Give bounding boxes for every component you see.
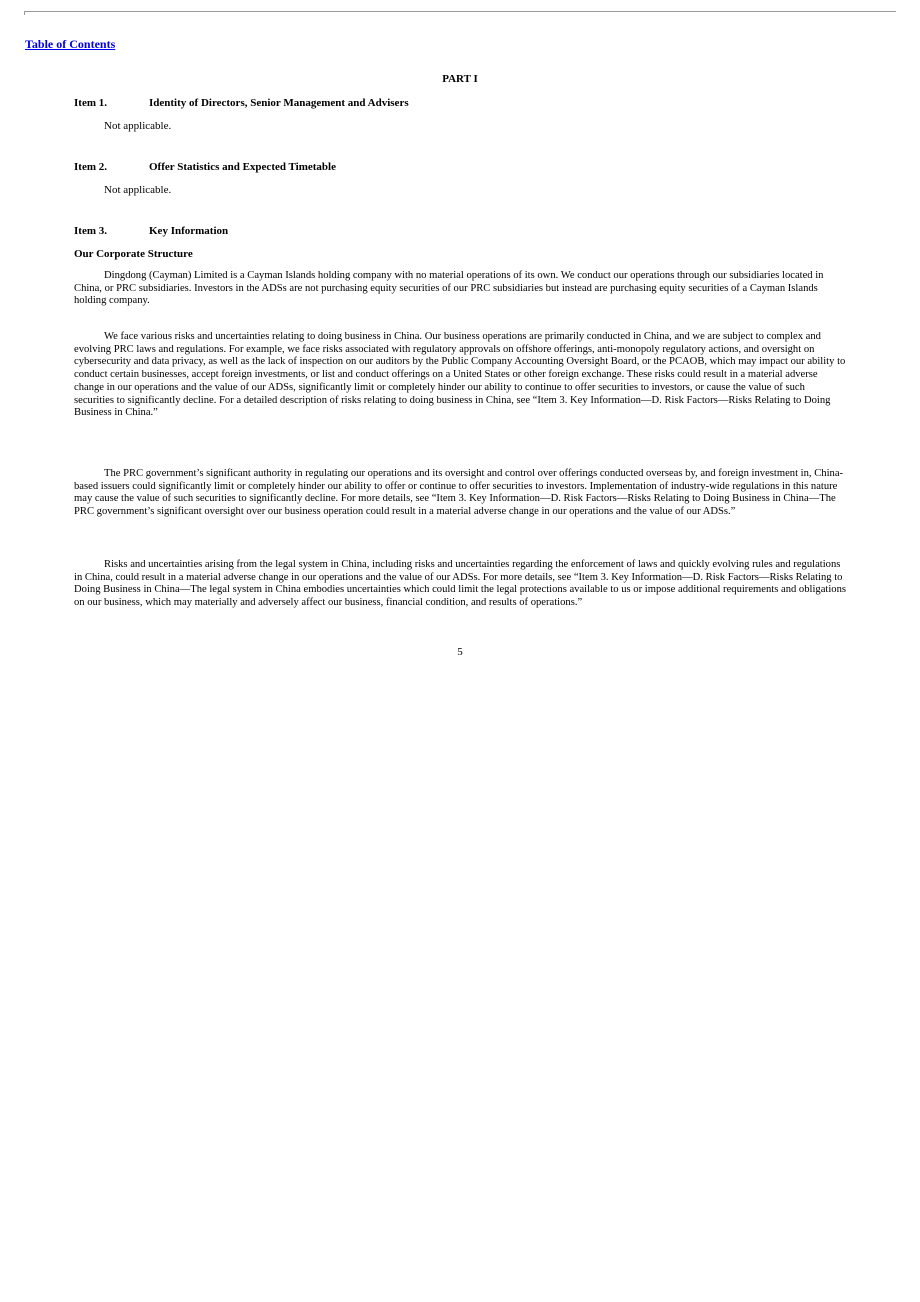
- section-heading: Our Corporate Structure: [74, 248, 193, 260]
- item-2-heading: [74, 161, 336, 174]
- item-2-title: Offer Statistics and Expected Timetable: [149, 161, 336, 173]
- top-divider-tick: [24, 11, 25, 15]
- paragraph-prc-authority: The PRC government’s significant authority in regulating our operations and its oversight and control over offerings conducted overseas by, and foreign investment in, China-based issuers could significantly limit or completely hinder our ability to offer or continue to offer securities to investors. Implementation of industry-wide regulations in this nature may cause the value of such securities to significantly decline. For more details, see “Item 3. Key Information—D. Risk Factors—Risks Relating to Doing Business in China—The PRC government’s significant oversight over our business operation could result in a material adverse change in our operations and the value of our ADSs.”: [74, 468, 844, 518]
- paragraph-china-risks: We face various risks and uncertainties relating to doing business in China. Our business operations are primarily conducted in China, and we are subject to complex and evolving PRC laws and regulations. For example, we face risks associated with regulatory approvals on offshore offerings, anti-monopoly regulatory actions, and oversight on cybersecurity and data privacy, as well as the lack of inspection on our auditors by the Public Company Accounting Oversight Board, or the PCAOB, which may impact our ability to conduct certain businesses, accept foreign investments, or list and conduct offerings on a United States or other foreign exchange. These risks could result in a material adverse change in our operations and the value of our ADSs, significantly limit or completely hinder our ability to continue to offer securities to investors, or cause the value of such securities to significantly decline. For a detailed description of risks relating to doing business in China, see “Item 3. Key Information—D. Risk Factors—Risks Relating to Doing Business in China.”: [74, 331, 846, 419]
- item-1-body: Not applicable.: [104, 120, 172, 132]
- item-3-title: Key Information: [149, 225, 229, 237]
- page-number: 5: [457, 646, 463, 658]
- item-1-title: Identity of Directors, Senior Management and Advisers: [149, 97, 409, 109]
- paragraph-legal-system: Risks and uncertainties arising from the legal system in China, including risks and uncertainties regarding the enforcement of laws and quickly evolving rules and regulations in China, could result in a material adverse change in our operations and the value of our ADSs. For more details, see “Item 3. Key Information—D. Risk Factors—Risks Relating to Doing Business in China—The legal system in China embodies uncertainties which could limit the legal protections available to us or impose additional requirements and obligations on our business, which may materially and adversely affect our business, financial condition, and results of operations.”: [74, 559, 847, 609]
- paragraph-corporate-structure: Dingdong (Cayman) Limited is a Cayman Islands holding company with no material operations of its own. We conduct our operations through our subsidiaries located in China, or PRC subsidiaries. Investors in the ADSs are not purchasing equity securities of our PRC subsidiaries but instead are purchasing equity securities of a Cayman Islands holding company.: [74, 270, 824, 307]
- part-title: PART I: [442, 73, 478, 85]
- item-1-heading: [74, 97, 409, 110]
- top-divider: [24, 11, 896, 12]
- item-2-body: Not applicable.: [104, 184, 172, 196]
- item-3-heading: [74, 225, 228, 238]
- item-2-number: Item 2.: [74, 161, 107, 173]
- table-of-contents-link[interactable]: Table of Contents: [25, 37, 116, 51]
- item-3-number: Item 3.: [74, 225, 107, 237]
- item-1-number: Item 1.: [74, 97, 107, 109]
